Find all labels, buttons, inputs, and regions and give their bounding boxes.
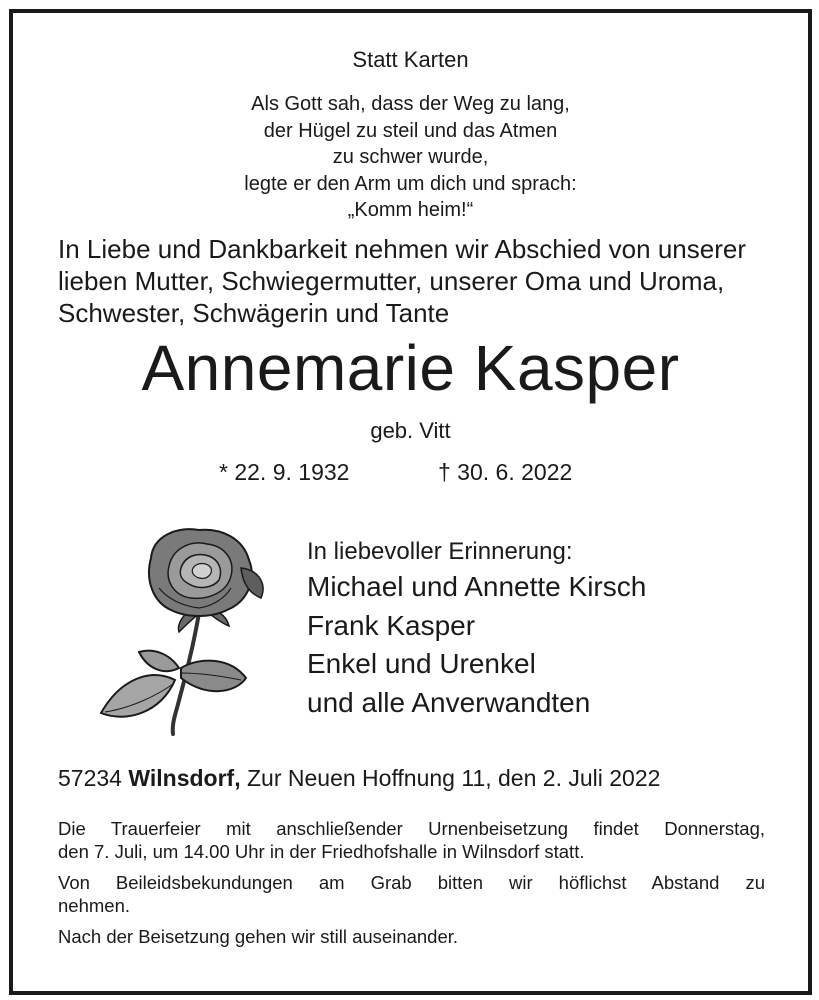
postal-code: 57234	[58, 765, 122, 791]
closing-notice: Nach der Beisetzung gehen wir still auseinander.	[58, 926, 459, 947]
mourner-name: Enkel und Urenkel	[307, 648, 536, 679]
mourners-heading: In liebevoller Erinnerung:	[307, 538, 573, 565]
funeral-notice-line: den 7. Juli, um 14.00 Uhr in der Friedhofshalle in Wilnsdorf statt.	[58, 841, 585, 862]
poem-line: zu schwer wurde,	[332, 146, 489, 168]
obituary-frame	[9, 9, 812, 995]
poem-line: „Komm heim!“	[347, 199, 474, 221]
poem-line: Als Gott sah, dass der Weg zu lang,	[251, 93, 570, 115]
funeral-notice	[58, 817, 765, 863]
mourner-name: Michael und Annette Kirsch	[307, 571, 647, 602]
address-line	[58, 765, 660, 792]
notes-block	[58, 817, 765, 956]
poem	[13, 91, 808, 224]
poem-line: legte er den Arm um dich und sprach:	[244, 172, 577, 195]
intro-line: Schwester, Schwägerin und Tante	[58, 298, 450, 328]
poem-heading: Statt Karten	[352, 47, 469, 72]
poem-line: der Hügel zu steil und das Atmen	[263, 119, 558, 142]
deceased-name: Annemarie Kasper	[141, 332, 680, 404]
maiden-name: geb. Vitt	[370, 418, 451, 443]
condolence-notice-line: Von Beileidsbekundungen am Grab bitten wir höflichst Abstand zu	[58, 872, 765, 893]
mourner-name: und alle Anverwandten	[307, 686, 591, 718]
street-date: Zur Neuen Hoffnung 11, den 2. Juli 2022	[246, 765, 661, 791]
condolence-notice	[58, 871, 765, 917]
intro-text	[58, 233, 746, 329]
birth-date: * 22. 9. 1932	[219, 459, 350, 485]
condolence-notice-line: nehmen.	[58, 895, 130, 916]
rose-icon	[81, 518, 291, 738]
intro-line: In Liebe und Dankbarkeit nehmen wir Abschied von unserer	[58, 234, 746, 264]
mourners-block	[307, 535, 646, 722]
funeral-notice-line: Die Trauerfeier mit anschließender Urnenbeisetzung findet Donnerstag,	[58, 818, 765, 839]
death-date: † 30. 6. 2022	[438, 459, 573, 485]
intro-line: lieben Mutter, Schwiegermutter, unserer Oma und Uroma,	[58, 266, 725, 296]
mourner-name: Frank Kasper	[307, 609, 476, 641]
city: Wilnsdorf,	[128, 765, 241, 791]
